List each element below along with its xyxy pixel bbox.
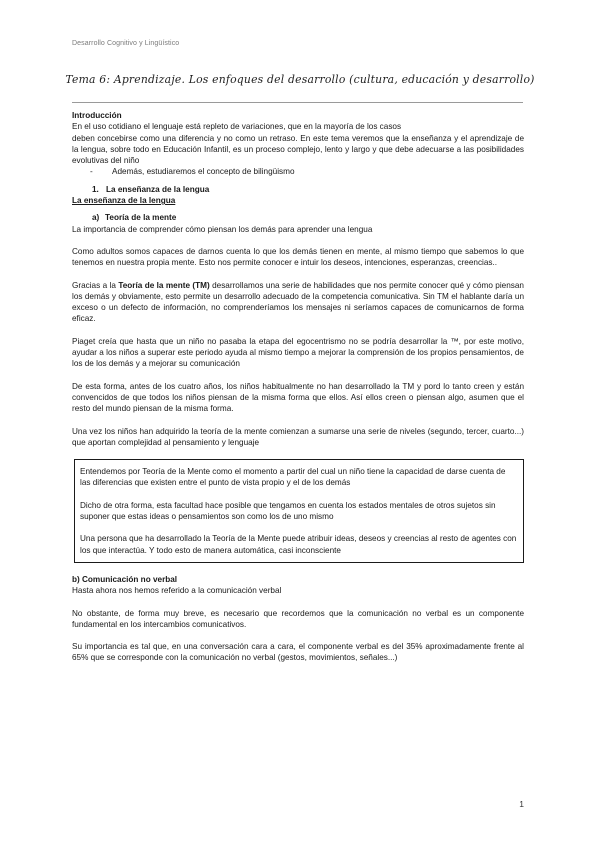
p3-body: desarrollamos una serie de habilidades que nos permite conocer qué y cómo piensan los demás y obviamente, esto permite un desarrollo adecuado de la competencia comunicativa. Sin TM el hablante daría un exceso o un defecto de información, no comprenderíamos los mensajes ni seríamos capaces de comunicarnos de forma eficaz.: [72, 280, 524, 324]
section-a-paragraph-5: De esta forma, antes de los cuatro años, los niños habitualmente no han desarrollado la TM y pord lo tanto creen y están convencidos de que todos los niños piensan de la misma forma que ellos. Así ellos creen o piensan algo, asumen que el resto del mundo piensan de la misma forma.: [72, 381, 524, 414]
section-b-heading: b) Comunicación no verbal: [72, 574, 178, 584]
box-paragraph-2: Dicho de otra forma, esta facultad hace posible que tengamos en cuenta los estados mentales de otros sujetos sin suponer que estas ideas o pensamientos son como los de uno mismo: [80, 500, 496, 522]
section-b-paragraph-2: No obstante, de forma muy breve, es necesario que recordemos que la comunicación no verbal es un componente fundamental en los intercambios comunicativos.: [72, 608, 524, 629]
section-1-subtitle: La enseñanza de la lengua: [72, 196, 176, 206]
intro-bullet: [72, 166, 524, 177]
running-header: Desarrollo Cognitivo y Lingüístico: [72, 40, 180, 47]
section-a-paragraph-3: [72, 280, 524, 325]
box-paragraph-3: Una persona que ha desarrollado la Teoría de la Mente puede atribuir ideas, deseos y creencias al resto de agentes con los que interactúa. Y todo esto de manera automática, casi inconsciente: [80, 534, 517, 555]
intro-heading: Introducción: [72, 111, 122, 120]
section-b-paragraph-1: Hasta ahora nos hemos referido a la comunicación verbal: [72, 586, 282, 596]
section-a-paragraph-4: Piaget creía que hasta que un niño no pasaba la etapa del egocentrismo no se podría desarrollar la ™, por este motivo, ayudar a los niños a superar este periodo ayuda al mismo tiempo a mejorar la comprensión de los propios pensamientos, de los de los demás y a mejorar su comunicación: [72, 336, 524, 369]
intro-line-1: En el uso cotidiano el lenguaje está repleto de variaciones, que en la mayoría de los casos: [72, 122, 402, 132]
p3-term: Teoría de la mente (TM): [118, 280, 210, 290]
section-a-paragraph-6: Una vez los niños han adquirido la teoría de la mente comienzan a sumarse una serie de niveles (segundo, tercer, cuarto...) que aportan complejidad al pensamiento y lenguaje: [72, 426, 524, 447]
section-a-paragraph-1: La importancia de comprender cómo piensan los demás para aprender una lengua: [72, 224, 373, 234]
p3-lead: Gracias a la: [72, 280, 119, 290]
definition-box: [74, 459, 524, 563]
section-b-paragraph-3: Su importancia es tal que, en una conversación cara a cara, el componente verbal es del 35% aproximadamente frente al 65% que se corresponde con la comunicación no verbal (gestos, movimientos, señales...): [72, 642, 524, 663]
intro-paragraph: deben concebirse como una diferencia y no como un retraso. En este tema veremos que la enseñanza y el aprendizaje de la lengua, sobre todo en Educación Infantil, es un proceso complejo, lento y largo y que debe adecuarse a las posibilidades evolutivas del niño: [72, 133, 524, 166]
bullet-text: Además, estudiaremos el concepto de bilingüismo: [112, 167, 295, 177]
section-a-heading: [72, 212, 524, 223]
section-1-title: La enseñanza de la lengua: [106, 184, 210, 194]
box-paragraph-1: Entendemos por Teoría de la Mente como el momento a partir del cual un niño tiene la capacidad de darse cuenta de las diferencias que existen entre el punto de vista propio y el de los demás: [80, 467, 506, 488]
title-divider: [72, 102, 523, 103]
section-1-heading: [72, 184, 524, 195]
page-title: Tema 6: Aprendizaje. Los enfoques del desarrollo (cultura, educación y desarrollo): [65, 73, 535, 86]
section-a-paragraph-2: Como adultos somos capaces de darnos cuenta lo que los demás tienen en mente, al mismo tiempo que sabemos lo que tenemos en nuestra propia mente. Esto nos permite conocer e intuir los deseos, intenciones, esperanzas, creencias..: [72, 246, 524, 268]
section-1-number: 1.: [92, 184, 99, 194]
bullet-dash: -: [90, 167, 93, 177]
section-a-letter: a): [92, 213, 100, 223]
page-number: 1: [519, 799, 524, 809]
section-a-title: Teoría de la mente: [105, 213, 177, 223]
document-body: [72, 110, 524, 664]
